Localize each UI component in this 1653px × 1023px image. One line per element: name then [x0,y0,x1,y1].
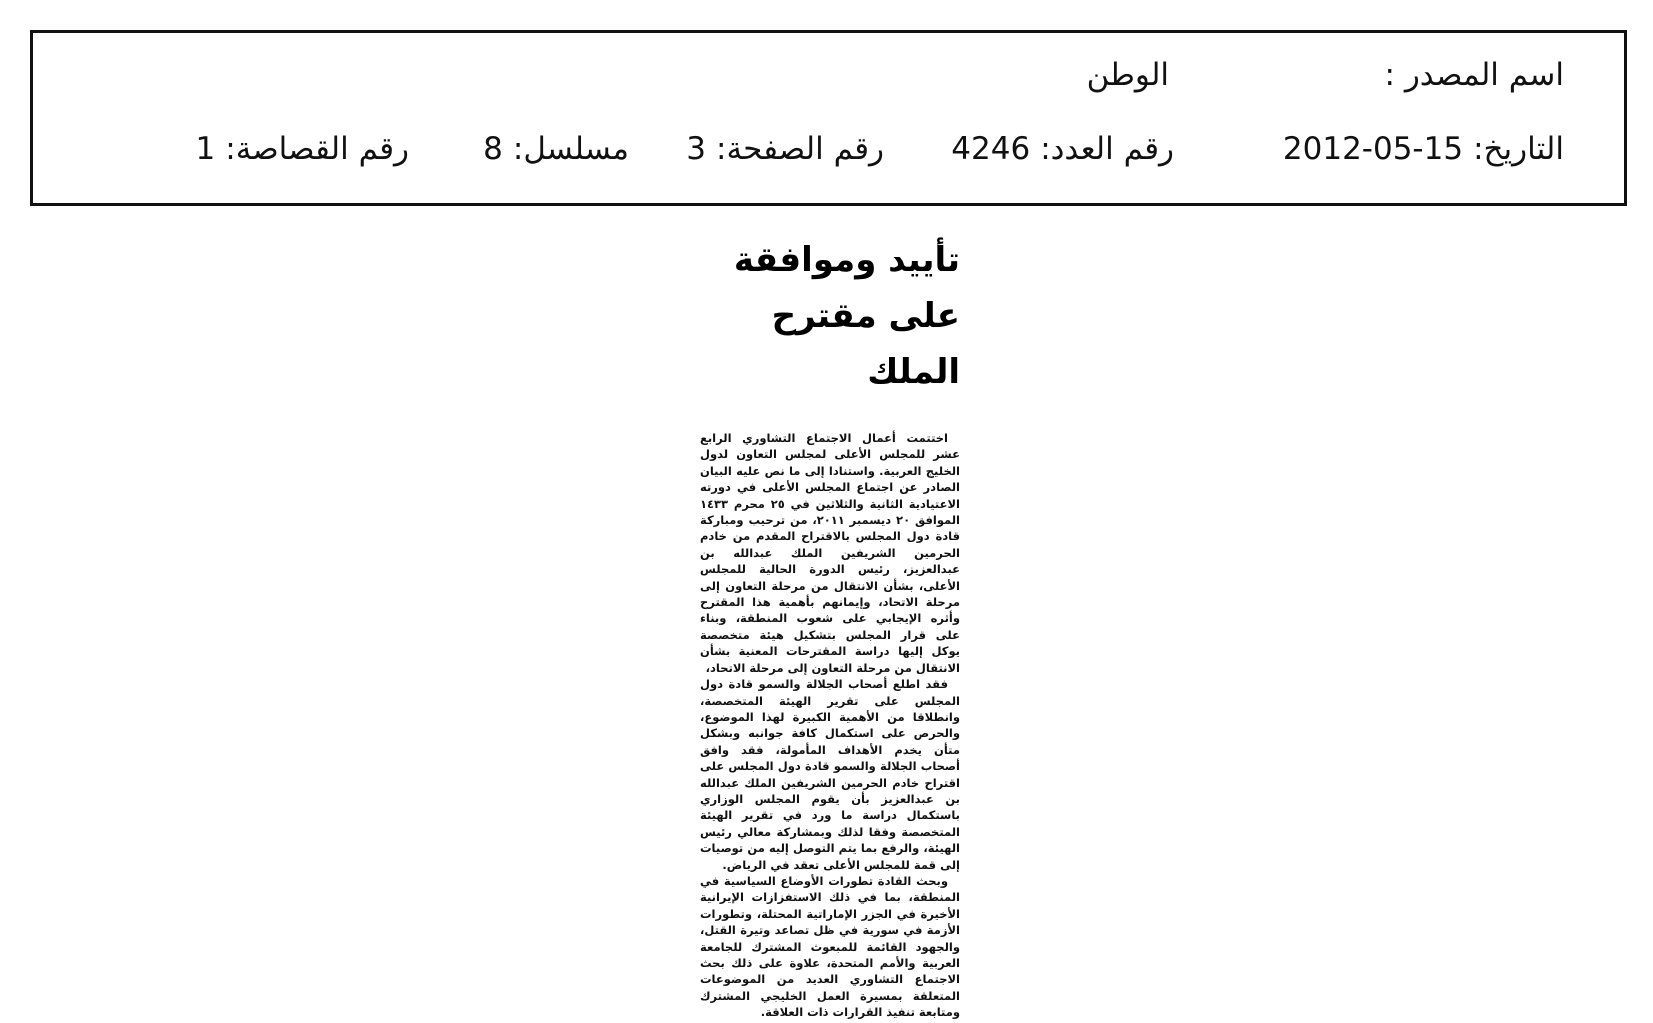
date-value: 2012-05-15 [1282,131,1464,167]
issue-value: 4246 [951,131,1031,167]
clipping-header [30,30,1627,206]
headline-line-1: تأييد وموافقة [733,240,960,280]
article-paragraph: فقد اطلع أصحاب الجلالة والسمو قادة دول المجلس على تقرير الهيئة المتخصصة، وانطلاقا من الأهمية الكبيرة لهذا الموضوع، والحرص على استكمال كافة جوانبه وبشكل متأن يخدم الأهداف المأمولة، فقد وافق أصحاب الجلالة والسمو قادة دول المجلس على اقتراح خادم الحرمين الشريفين الملك عبدالله بن عبدالعزيز بأن يقوم المجلس الوزاري باستكمال دراسة ما ورد في تقرير الهيئة المتخصصة وفقا لذلك وبمشاركة معالي رئيس الهيئة، والرفع بما يتم التوصل إليه من توصيات إلى قمة للمجلس الأعلى تعقد في الرياض. [700,677,960,872]
serial-field [483,129,629,169]
clip-label: رقم القصاصة: [225,131,409,167]
clip-field [196,129,409,169]
clip-value: 1 [195,131,216,167]
article-paragraph: وبحث القادة تطورات الأوضاع السياسية في المنطقة، بما في ذلك الاستفزازات الإيرانية الأخيرة في الجزر الإماراتية المحتلة، وتطورات الأزمة في سورية في ظل تصاعد وتيرة القتل، والجهود القائمة للمبعوث المشترك للجامعة العربية والأمم المتحدة، علاوة على ذلك بحث الاجتماع التشاوري العديد من الموضوعات المتعلقة بمسيرة العمل الخليجي المشترك ومتابعة تنفيذ القرارات ذات العلاقة. [700,873,960,1020]
page-field [686,129,884,169]
date-label: التاريخ: [1473,131,1564,167]
date-field [1283,129,1564,169]
page-value: 3 [686,131,707,167]
issue-label: رقم العدد: [1040,131,1174,167]
serial-label: مسلسل: [512,131,629,167]
serial-value: 8 [483,131,503,167]
article-paragraph: اختتمت أعمال الاجتماع التشاوري الرابع عشر للمجلس الأعلى لمجلس التعاون لدول الخليج العربية. واستنادا إلى ما نص عليه البيان الصادر عن اجتماع المجلس الأعلى في دورته الاعتيادية الثانية والثلاثين في ٢٥ محرم ١٤٣٣ الموافق ٢٠ ديسمبر ٢٠١١، من ترحيب ومباركة قادة دول المجلس بالاقتراح المقدم من خادم الحرمين الشريفين الملك عبدالله بن عبدالعزيز، رئيس الدورة الحالية للمجلس الأعلى، بشأن الانتقال من مرحلة التعاون إلى مرحلة الاتحاد، وإيمانهم بأهمية هذا المقترح وأثره الإيجابي على شعوب المنطقة، وبناء على قرار المجلس بتشكيل هيئة متخصصة يوكل إليها دراسة المقترحات المعنية بشأن الانتقال من مرحلة التعاون إلى مرحلة الاتحاد، [700,431,960,675]
article-headline [700,232,960,400]
article-body [700,430,960,1021]
news-article [700,232,960,1021]
issue-field [951,129,1174,169]
source-label: اسم المصدر : [1384,57,1564,93]
page-label: رقم الصفحة: [716,131,884,167]
headline-line-2: على مقترح الملك [771,296,960,392]
source-value: الوطن [1086,57,1169,93]
